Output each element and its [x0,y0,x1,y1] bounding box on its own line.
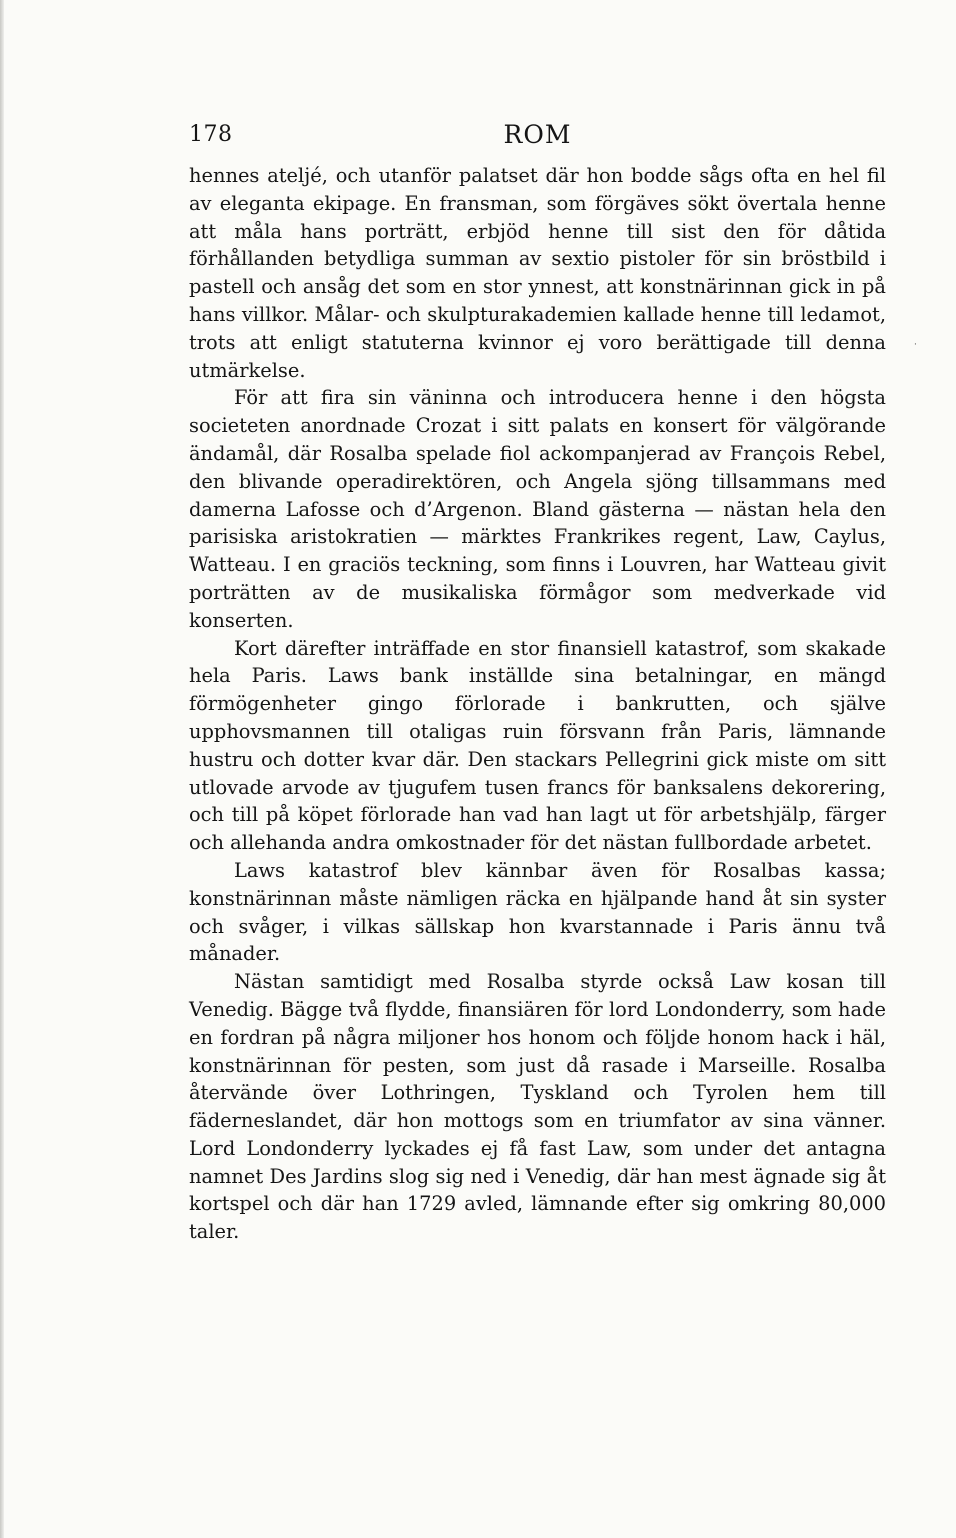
body-text [189,162,886,1246]
page-number: 178 [189,122,233,147]
running-head [189,112,886,162]
paragraph-concert: För att fira sin väninna och introducera henne i den högsta societeten anordnade Crozat i sitt palats en konsert för välgörande ändamål, där Rosalba spelade fiol ackompanjerad av François Rebel, den blivande operadirektören, och Angela sjöng tillsammans med damerna Lafosse och d’Argenon. Bland gästerna — nästan hela den parisiska aristokratien — märktes Frankrikes regent, Law, Caylus, Watteau. I en graciös teckning, som finns i Louvren, har Watteau givit porträtten av de musikaliska förmågor som medverkade vid konserten. [189,386,886,632]
paragraph-financial-catastrophe: Kort därefter inträffade en stor finansiell katastrof, som skakade hela Paris. Laws bank inställde sina betalningar, en mängd förmögenheter gingo förlorade i bankrutten, och själve upphovsmannen till otaligas ruin försvann från Paris, lämnande hustru och dotter kvar där. Den stackars Pellegrini gick miste om sitt utlovade arvode av tjugufem tusen francs för banksalens dekorering, och till på köpet förlorade han vad han lagt ut för arbetshjälp, färger och allehanda andra omkostnader för det nästan fullbordade arbetet. [189,636,886,855]
book-page [189,112,886,1246]
scan-edge [0,0,4,1538]
running-title: ROM [503,120,572,149]
paragraph-rosalba-finances: Laws katastrof blev kännbar även för Rosalbas kassa; konstnärinnan måste nämligen räcka en hjälpande hand åt sin syster och svåger, i vilkas sällskap hon kvarstannade i Paris ännu två månader. [189,858,886,966]
paragraph-venice: Nästan samtidigt med Rosalba styrde också Law kosan till Venedig. Bägge två flydde, finansiären för lord Londonderry, som hade en fordran på några miljoner hos honom och följde honom hack i häl, konstnärinnan för pesten, som just då rasade i Marseille. Rosalba återvände över Lothringen, Tyskland och Tyrolen hem till fäderneslandet, där hon mottogs som en triumfator av sina vänner. Lord Londonderry lyckades ej få fast Law, som under det antagna namnet Des Jardins slog sig ned i Venedig, där han mest ägnade sig åt kortspel och där han 1729 avled, lämnande efter sig omkring 80,000 taler. [189,970,886,1244]
margin-speck: · [914,340,917,350]
paragraph-continued: hennes ateljé, och utanför palatset där hon bodde sågs ofta en hel fil av eleganta ekipage. En fransman, som förgäves sökt övertala henne att måla hans porträtt, erbjöd henne till sist den för dåtida förhållanden betydliga summan av sextio pistoler för sin bröstbild i pastell och ansåg det som en stor ynnest, att konstnärinnan gick in på hans villkor. Målar- och skulpturakademien kallade henne till ledamot, trots att enligt statuterna kvinnor ej voro berättigade till denna utmärkelse. [189,164,886,382]
